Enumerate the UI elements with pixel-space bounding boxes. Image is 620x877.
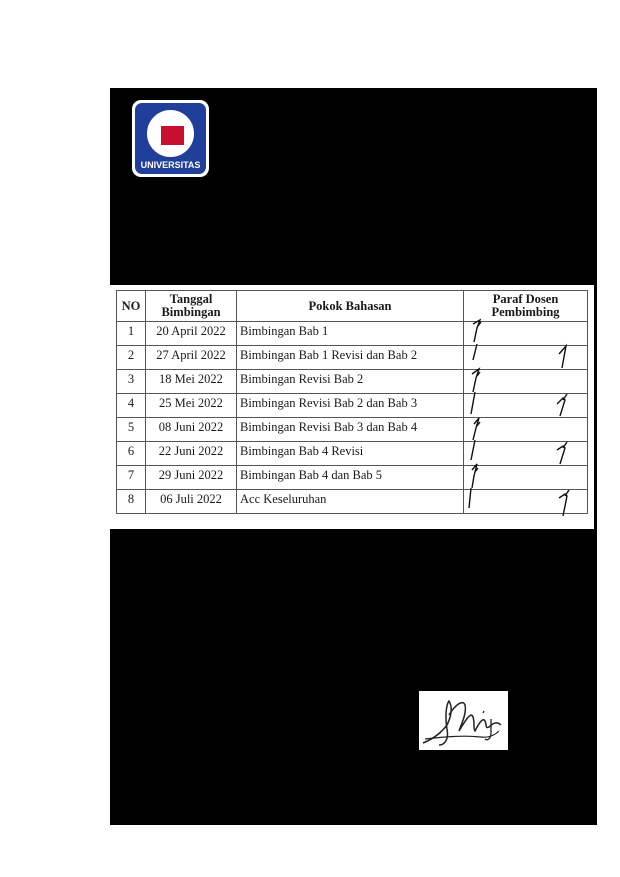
header-no: NO [117, 291, 146, 322]
guidance-table [116, 290, 588, 514]
row-no: 8 [117, 490, 146, 514]
row-date: 25 Mei 2022 [146, 394, 237, 418]
table-row [117, 322, 588, 346]
logo-emblem [145, 108, 196, 159]
row-no: 1 [117, 322, 146, 346]
header-tanggal [146, 291, 237, 322]
handwritten-signature-icon [419, 691, 508, 750]
row-no: 2 [117, 346, 146, 370]
row-no: 6 [117, 442, 146, 466]
row-topic: Bimbingan Revisi Bab 2 dan Bab 3 [237, 394, 464, 418]
paraf-icon [470, 342, 480, 362]
table-row [117, 490, 588, 514]
table-row [117, 346, 588, 370]
header-pokok-bahasan: Pokok Bahasan [237, 291, 464, 322]
paraf-icon [556, 342, 570, 370]
paraf-icon [468, 390, 478, 416]
row-date: 29 Juni 2022 [146, 466, 237, 490]
logo-mark [161, 126, 184, 145]
row-date: 08 Juni 2022 [146, 418, 237, 442]
paraf-icon [554, 438, 570, 466]
signature-box [419, 691, 508, 750]
table-row [117, 370, 588, 394]
paraf-icon [466, 486, 474, 510]
university-logo [132, 100, 209, 177]
row-no: 5 [117, 418, 146, 442]
row-topic: Bimbingan Revisi Bab 3 dan Bab 4 [237, 418, 464, 442]
row-no: 4 [117, 394, 146, 418]
row-date: 18 Mei 2022 [146, 370, 237, 394]
paraf-icon [468, 438, 478, 462]
paraf-icon [556, 486, 572, 518]
table-row [117, 442, 588, 466]
row-date: 20 April 2022 [146, 322, 237, 346]
row-date: 06 Juli 2022 [146, 490, 237, 514]
row-topic: Bimbingan Bab 1 Revisi dan Bab 2 [237, 346, 464, 370]
header-paraf [464, 291, 588, 322]
table-row [117, 466, 588, 490]
table-body [117, 322, 588, 514]
table-row [117, 394, 588, 418]
header-tanggal-label: Tanggal Bimbingan [161, 292, 221, 319]
row-paraf [464, 442, 588, 466]
paraf-icon [470, 318, 484, 344]
table-row [117, 418, 588, 442]
logo-background [135, 103, 206, 174]
row-no: 3 [117, 370, 146, 394]
row-date: 22 Juni 2022 [146, 442, 237, 466]
table-header-row [117, 291, 588, 322]
logo-wordmark: UNIVERSITAS [140, 160, 201, 170]
guidance-log-sheet [110, 285, 594, 529]
row-paraf [464, 490, 588, 514]
row-topic: Bimbingan Bab 4 Revisi [237, 442, 464, 466]
row-topic: Bimbingan Bab 1 [237, 322, 464, 346]
row-topic: Acc Keseluruhan [237, 490, 464, 514]
row-no: 7 [117, 466, 146, 490]
row-topic: Bimbingan Revisi Bab 2 [237, 370, 464, 394]
header-paraf-label: Paraf Dosen Pembimbing [491, 292, 560, 319]
paraf-icon [554, 390, 570, 418]
row-topic: Bimbingan Bab 4 dan Bab 5 [237, 466, 464, 490]
row-date: 27 April 2022 [146, 346, 237, 370]
